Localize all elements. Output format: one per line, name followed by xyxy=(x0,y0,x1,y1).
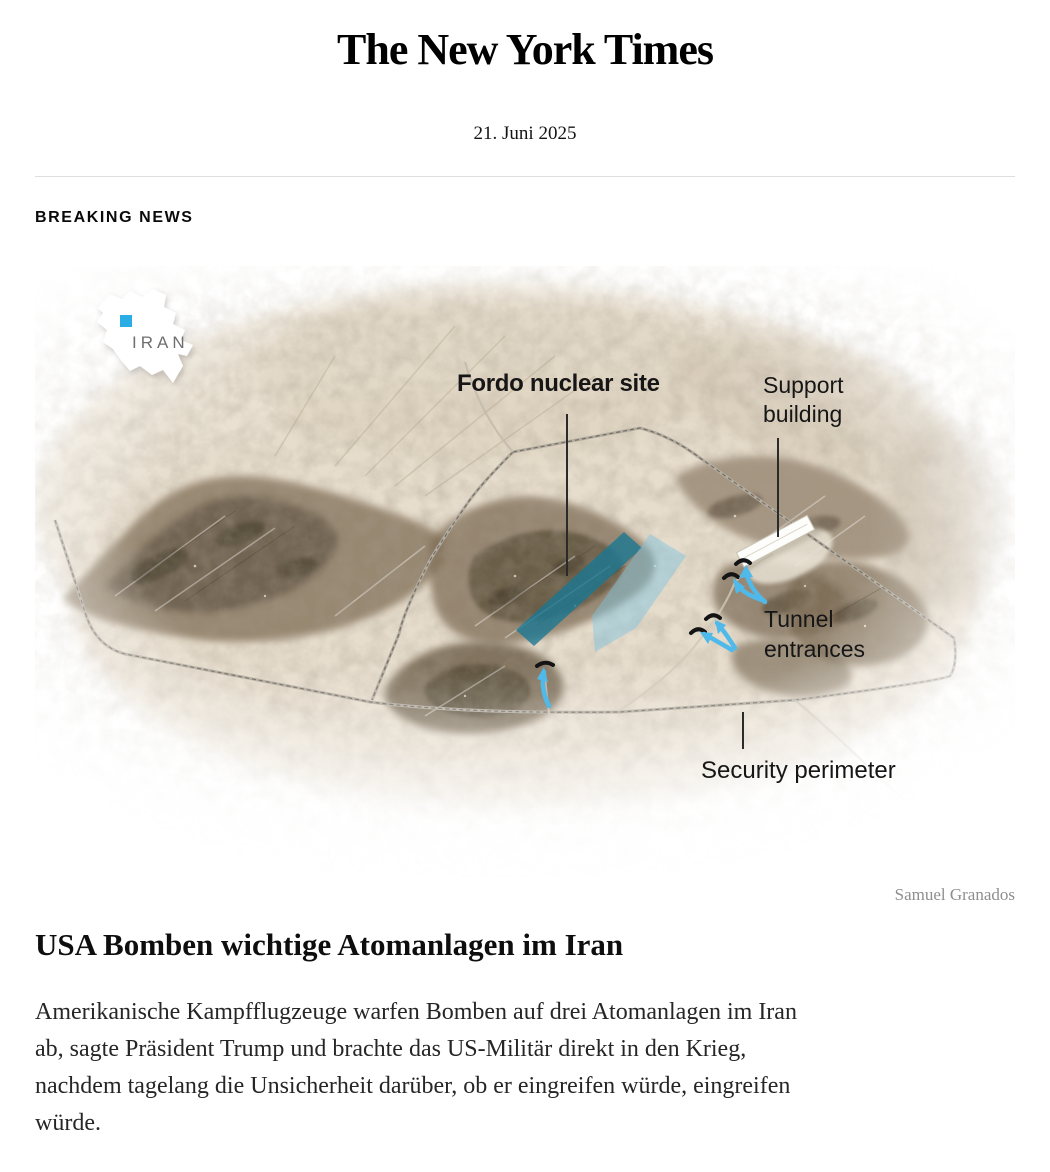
label-tunnel-entrances: Tunnel entrances xyxy=(764,606,866,662)
leader-line-fordo xyxy=(566,414,568,576)
dateline: 21. Juni 2025 xyxy=(473,123,577,144)
iran-label: IRAN xyxy=(132,333,189,352)
fordo-annotated-map xyxy=(35,266,1015,878)
graphic-credit: Samuel Granados xyxy=(894,885,1015,904)
body-line: ab, sagte Präsident Trump und brachte das US-Militär direkt in den Krieg, xyxy=(35,1036,747,1062)
article-body xyxy=(35,994,1025,1142)
divider xyxy=(35,176,1015,177)
nyt-masthead-logo: The New York Times xyxy=(337,25,713,74)
label-fordo-nuclear-site: Fordo nuclear site xyxy=(457,370,660,397)
terrain-map-svg xyxy=(35,266,1015,878)
article-headline: USA Bomben wichtige Atomanlagen im Iran xyxy=(35,927,624,962)
leader-line-support-building xyxy=(777,438,779,537)
body-line: würde. xyxy=(35,1110,101,1136)
fordo-location-marker xyxy=(120,315,132,327)
leader-line-security-perimeter xyxy=(742,712,744,749)
label-security-perimeter: Security perimeter xyxy=(701,757,896,784)
breaking-news-label: BREAKING NEWS xyxy=(35,209,194,226)
body-line: Amerikanische Kampfflugzeuge warfen Bomben auf drei Atomanlagen im Iran xyxy=(35,999,797,1025)
body-line: nachdem tagelang die Unsicherheit darüber, ob er eingreifen würde, eingreifen xyxy=(35,1073,791,1099)
terrain-artwork xyxy=(35,266,1015,878)
label-support-building: Support building xyxy=(763,372,844,427)
